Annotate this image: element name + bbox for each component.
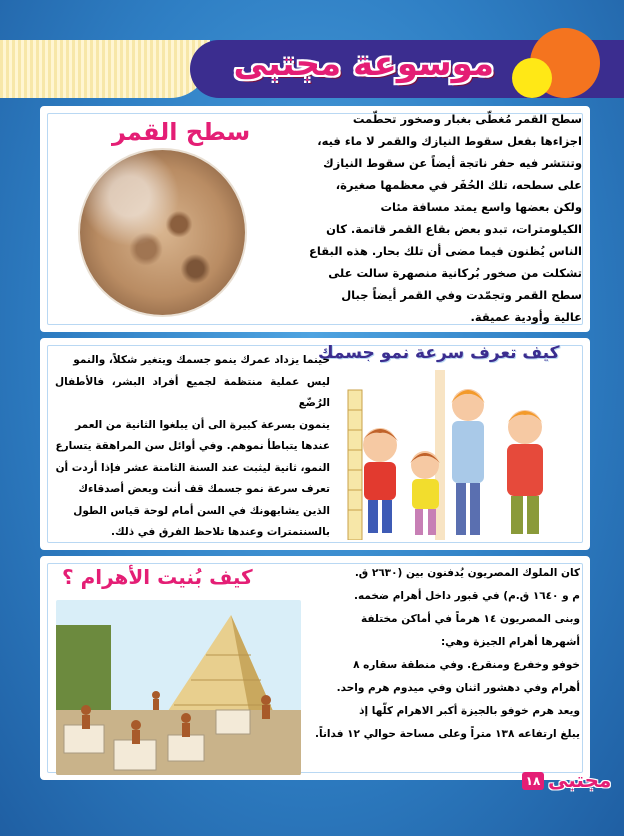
decor-circle-yellow [512, 58, 552, 98]
kids-height-illustration [340, 365, 565, 540]
page-title: موسوعة مجتبى [233, 44, 494, 84]
header-stripes [0, 40, 210, 98]
footer-logo: مجتبى [548, 768, 612, 792]
pyramid-building-illustration [56, 600, 301, 775]
growth-text: حينما يزداد عمرك ينمو جسمك ويتغير شكلاً، والنمو ليس عملية منتظمة لجميع أفراد البشر، فالأطفال الرُضّع ينمون بسرعة كبيرة الى أن يبلغوا الثانية من العمر عندها يتباطأ نموهم. وفي أوائل سن المراهقة يتسارع النمو، ثانية ليثبت عند السنة الثامنة عشر فإذا أردت أن تعرف سرعة نمو جسمك قف أنت وبعض أصدقاءك الذين يشابهونك في السن أمام لوحة قياس الطول بالسنتمترات وعندها تلاحظ الفرق في ذلك. [55, 354, 330, 538]
page-number: ١٨ [522, 772, 544, 790]
pyramids-heading: كيف بُنيت الأهرام ؟ [62, 565, 253, 589]
moon-image [80, 150, 245, 315]
pyramids-text: كان الملوك المصريون يُدفنون بين (٢٦٣٠ ق. م و ١٦٤٠ ق.م) في قبور داخل أهرام ضخمه. وبنى المصريون ١٤ هرماً في أماكن مختلفة أشهرها أهرام الجيزة وهي: خوفو وخفرع ومنقرع. وفي منطقة سقاره ٨ أهرام وفي دهشور اثنان وفي ميدوم هرم واحد. ويعد هرم خوفو بالجيزة أكبر الاهرام كلّها إذ يبلغ ارتفاعه ١٣٨ متراً وعلى مساحة حوالي ١٢ فداناً. [315, 567, 580, 740]
growth-heading: كيف تعرف سرعة نمو جسمك [318, 343, 560, 363]
moon-heading: سطح القمر [112, 118, 251, 146]
moon-text: سطح القمر مُغطّى بغبار وصخور تحطّمت اجزاءها بفعل سقوط النيازك والقمر لا ماء فيه، وتنتشر فيه حفر ناتجة أيضاً عن سقوط النيازك على سطحه، تلك الحُفَر في معظمها صغيرة، ولكن بعضها واسع يمتد مسافة مئات الكيلومترات، تبدو بعض بقاع القمر قاتمة. كان الناس يُظنون فيما مضى أن تلك بحار. هذه البقاع تشكلت من صخور بُركانية منصهرة سالت على سطح القمر وتجمّدت وفي القمر أيضاً جبال عالية وأودية عميقة. [309, 112, 582, 324]
